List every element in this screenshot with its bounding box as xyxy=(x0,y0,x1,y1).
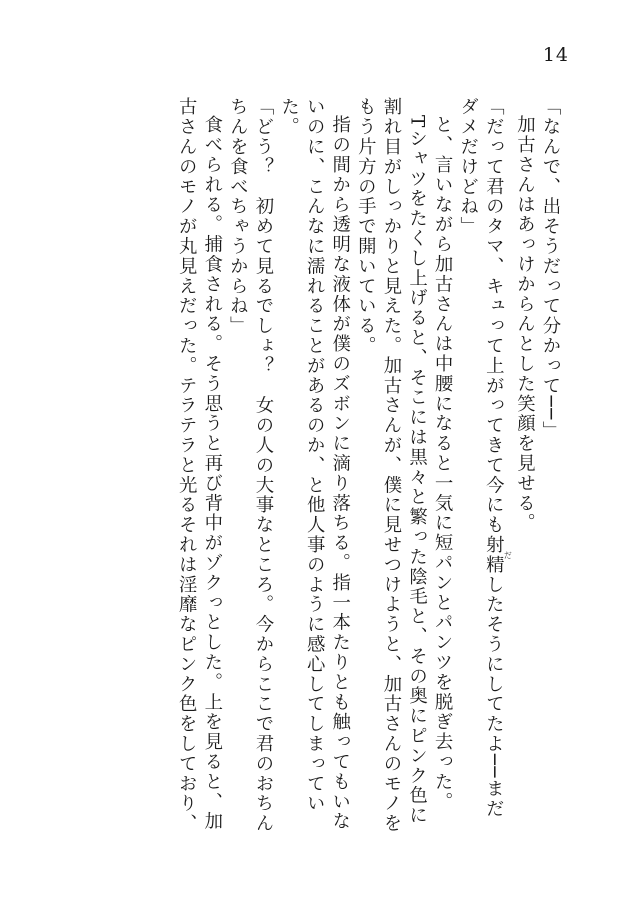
paragraph-2: 加古さんはあっけからんとした笑顔を見せる。 xyxy=(514,115,536,534)
paragraph-1: 「なんで、出そうだって分かって──」 xyxy=(540,97,561,441)
paragraph-3 xyxy=(455,97,512,837)
paragraph-3-part-2: したそうにしてたよ──まだダメだけどね」 xyxy=(457,97,505,819)
paragraph-7: 「どう？ 初めて見るでしょ？ 女の人の大事なところ。今からここで君のおちんちんを食べちゃうからね」 xyxy=(227,97,274,834)
paragraph-5: Tシャツをたくし上げると、そこには黒々と繁った陰毛と、その奥にピンク色に割れ目がしっかりと見えた。加古さんが、僕に見せつけようと、加古さんのモノをもう片方の手で開いている。 xyxy=(355,97,428,834)
body-text xyxy=(174,97,563,837)
paragraph-4: と、言いながら加古さんは中腰になると一気に短パンとパンツを脱ぎ去った。 xyxy=(432,115,454,812)
ruby-reading: だ xyxy=(503,534,513,575)
ruby-base: 射精 xyxy=(483,534,505,575)
page-number: 14 xyxy=(542,44,569,66)
ruby-word xyxy=(483,534,513,575)
paragraph-6: 指の間から透明な液体が僕のズボンに滴り落ちる。指一本たりとも触ってもいないのに、こんなに濡れることがあるのか、と他人事のように感心してしまっていた。 xyxy=(278,97,351,832)
paragraph-8: 食べられる。捕食される。そう思うと再び背中がゾクっとした。上を見ると、加古さんのモノが丸見えだった。テラテラと光るそれは淫靡なピンク色をしており、 xyxy=(176,97,223,834)
paragraph-3-part-1: 「だって君のタマ、キュって上がってきて今にも xyxy=(483,97,505,535)
